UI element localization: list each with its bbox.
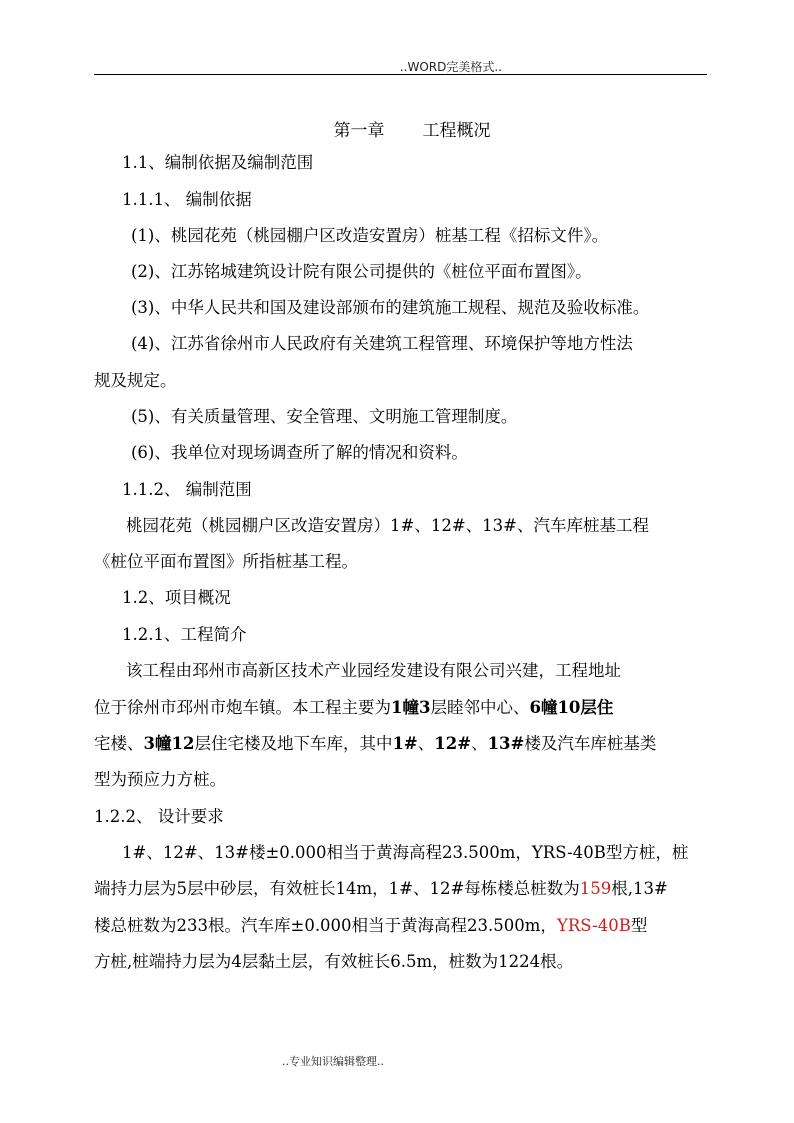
intro-line-1: 该工程由邳州市高新区技术产业园经发建设有限公司兴建，工程地址 (126, 661, 621, 680)
basis-item-4-cont: 规及规定。 (94, 371, 177, 390)
chapter-title (0, 116, 794, 141)
chapter-name: 工程概况 (422, 121, 491, 141)
section-heading-1-1: 1.1、编制依据及编制范围 (122, 153, 314, 172)
section-heading-1-1-1: 1.1.1、 编制依据 (122, 190, 252, 209)
section-heading-1-2-1: 1.2.1、工程简介 (122, 625, 247, 644)
basis-item-1: (1)、桃园花苑（桃园棚户区改造安置房）桩基工程《招标文件》。 (131, 226, 609, 245)
basis-item-3: (3)、中华人民共和国及建设部颁布的建筑施工规程、规范及验收标准。 (131, 298, 650, 317)
page-footer-text: ..专业知识编辑整理.. (282, 1055, 384, 1068)
page-header-text: ..WORD完美格式.. (399, 60, 502, 74)
scope-line-2: 《桩位平面布置图》所指桩基工程。 (94, 552, 358, 571)
chapter-number: 第一章 (333, 121, 385, 141)
intro-line-2: 位于徐州市邳州市炮车镇。本工程主要为1幢3层睦邻中心、6幢10层住 (94, 698, 614, 717)
pile-type-highlight: YRS-40B (556, 916, 631, 935)
design-line-1: 1#、12#、13#楼±0.000相当于黄海高程23.500m，YRS-40B型方桩，桩 (122, 843, 689, 862)
basis-item-5: (5)、有关质量管理、安全管理、文明施工管理制度。 (131, 407, 518, 426)
section-heading-1-2-2: 1.2.2、 设计要求 (94, 807, 224, 826)
section-heading-1-2: 1.2、项目概况 (122, 588, 231, 607)
basis-item-2: (2)、江苏铭城建筑设计院有限公司提供的《桩位平面布置图》。 (131, 262, 592, 281)
pile-count-highlight: 159 (579, 879, 612, 898)
design-line-2: 端持力层为5层中砂层，有效桩长14m，1#、12#每栋楼总桩数为159根,13# (94, 879, 668, 898)
header-divider (94, 74, 707, 75)
intro-line-3: 宅楼、3幢12层住宅楼及地下车库，其中1#、12#、13#楼及汽车库桩基类 (94, 734, 657, 753)
basis-item-6: (6)、我单位对现场调查所了解的情况和资料。 (131, 443, 468, 462)
scope-line-1: 桃园花苑（桃园棚户区改造安置房）1#、12#、13#、汽车库桩基工程 (126, 516, 649, 535)
design-line-3: 楼总桩数为233根。汽车库±0.000相当于黄海高程23.500m，YRS-40B型 (94, 916, 648, 935)
intro-line-4: 型为预应力方桩。 (94, 770, 226, 789)
design-line-4: 方桩,桩端持力层为4层黏土层，有效桩长6.5m，桩数为1224根。 (94, 952, 574, 971)
basis-item-4: (4)、江苏省徐州市人民政府有关建筑工程管理、环境保护等地方性法 (131, 334, 633, 353)
section-heading-1-1-2: 1.1.2、 编制范围 (122, 480, 252, 499)
